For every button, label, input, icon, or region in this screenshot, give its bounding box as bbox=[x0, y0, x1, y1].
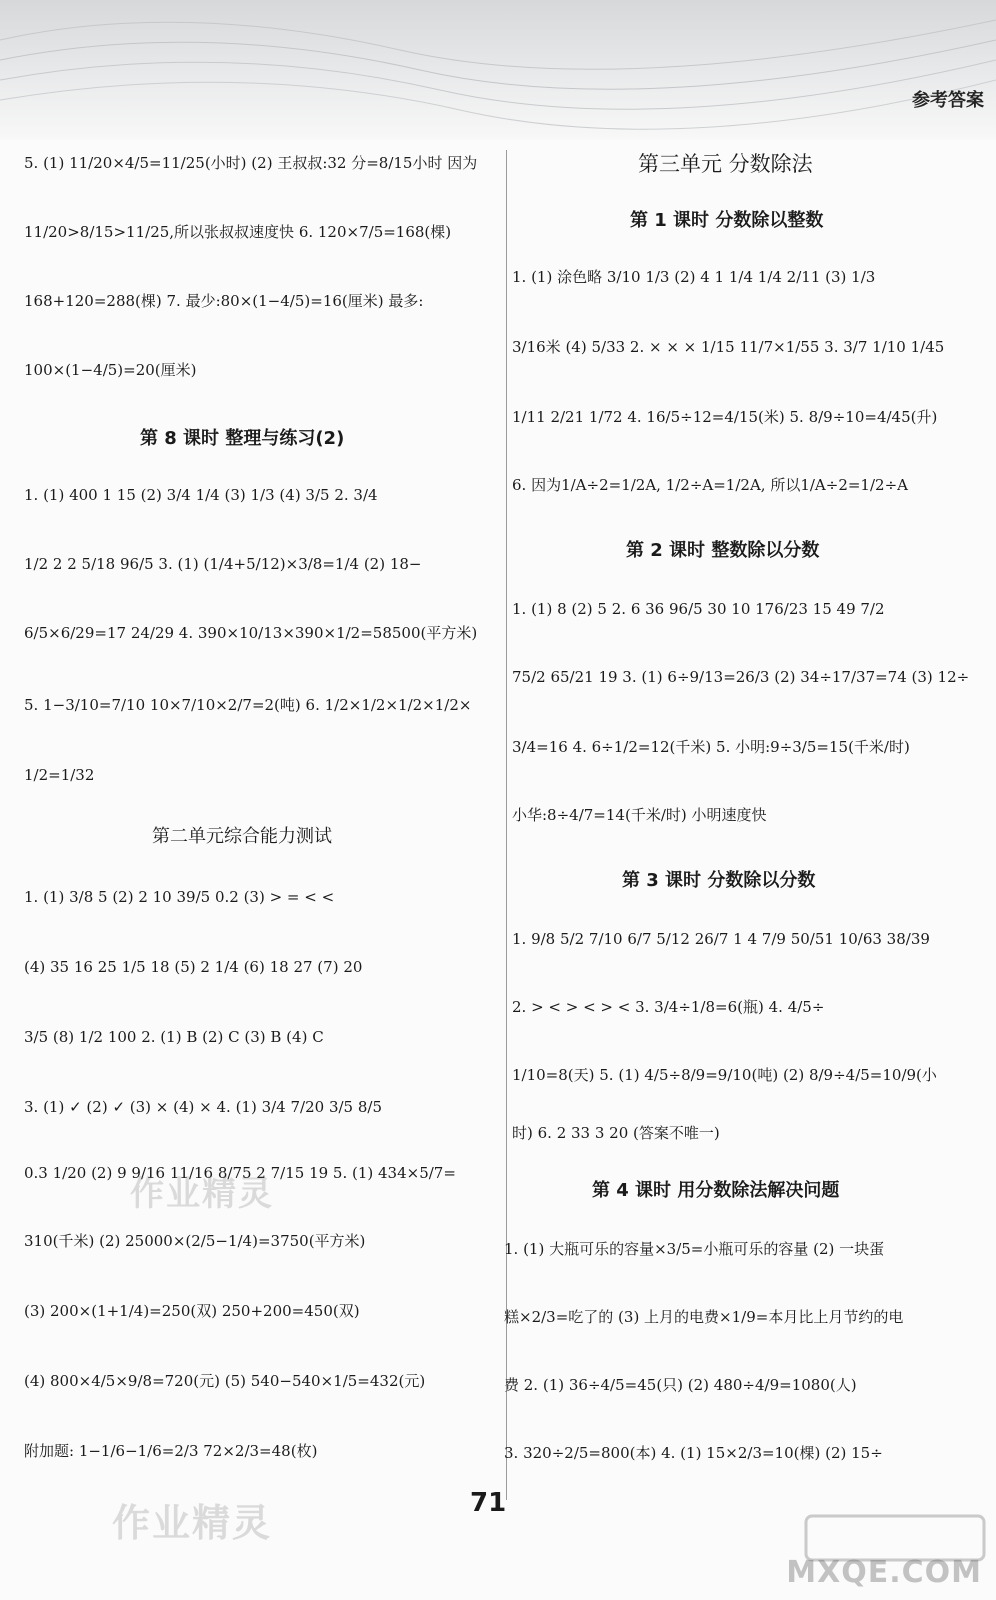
column-divider bbox=[506, 150, 507, 1500]
answer-line: 3. 320÷2/5=800(本) 4. (1) 15×2/3=10(棵) (2) 15÷ bbox=[504, 1444, 883, 1462]
section-heading: 第 2 课时 整数除以分数 bbox=[626, 540, 820, 561]
answer-line: 1. (1) 400 1 15 (2) 3/4 1/4 (3) 1/3 (4) 3/5 2. 3/4 bbox=[24, 486, 378, 504]
header-band bbox=[0, 0, 996, 140]
answer-line: (4) 35 16 25 1/5 18 (5) 2 1/4 (6) 18 27 (7) 20 bbox=[24, 958, 363, 976]
header-label: 参考答案 bbox=[912, 90, 984, 111]
answer-line: 3/4=16 4. 6÷1/2=12(千米) 5. 小明:9÷3/5=15(千米/时) bbox=[512, 738, 910, 756]
answer-line: 3/16米 (4) 5/33 2. × × × 1/15 11/7×1/55 3. 3/7 1/10 1/45 bbox=[512, 338, 945, 356]
answer-line: 75/2 65/21 19 3. (1) 6÷9/13=26/3 (2) 34÷17/37=74 (3) 12÷ bbox=[512, 668, 970, 686]
answer-line: 1. (1) 涂色略 3/10 1/3 (2) 4 1 1/4 1/4 2/11 (3) 1/3 bbox=[512, 268, 876, 286]
answer-line: 时) 6. 2 33 3 20 (答案不唯一) bbox=[512, 1124, 720, 1142]
stamp-text: MXQE.COM bbox=[786, 1555, 982, 1590]
answer-line: 小华:8÷4/7=14(千米/时) 小明速度快 bbox=[512, 806, 767, 824]
page-number: 71 bbox=[470, 1488, 507, 1518]
answer-line: (4) 800×4/5×9/8=720(元) (5) 540−540×1/5=432(元) bbox=[24, 1372, 426, 1390]
unit-title: 第三单元 分数除法 bbox=[638, 152, 813, 176]
answer-line: 3. (1) ✓ (2) ✓ (3) × (4) × 4. (1) 3/4 7/20 3/5 8/5 bbox=[24, 1098, 382, 1116]
section-heading: 第 1 课时 分数除以整数 bbox=[630, 210, 824, 231]
answer-line: 1. 9/8 5/2 7/10 6/7 5/12 26/7 1 4 7/9 50/51 10/63 38/39 bbox=[512, 930, 930, 948]
watermark: 作业精灵 bbox=[112, 1501, 273, 1545]
answer-line: 1/10=8(天) 5. (1) 4/5÷8/9=9/10(吨) (2) 8/9÷4/5=10/9(小 bbox=[512, 1066, 937, 1084]
answer-line: 糕×2/3=吃了的 (3) 上月的电费×1/9=本月比上月节约的电 bbox=[504, 1308, 904, 1326]
answer-line: 0.3 1/20 (2) 9 9/16 11/16 8/75 2 7/15 19 5. (1) 434×5/7= bbox=[24, 1164, 456, 1182]
answer-line: 1/11 2/21 1/72 4. 16/5÷12=4/15(米) 5. 8/9÷10=4/45(升) bbox=[512, 408, 938, 426]
answer-line: 5. (1) 11/20×4/5=11/25(小时) (2) 王叔叔:32 分=8/15小时 因为 bbox=[24, 154, 478, 172]
wave-pattern bbox=[0, 0, 996, 140]
answer-line: (3) 200×(1+1/4)=250(双) 250+200=450(双) bbox=[24, 1302, 360, 1320]
answer-line: 11/20>8/15>11/25,所以张叔叔速度快 6. 120×7/5=168(棵) bbox=[24, 223, 452, 241]
answer-line: 1. (1) 大瓶可乐的容量×3/5=小瓶可乐的容量 (2) 一块蛋 bbox=[504, 1240, 885, 1258]
watermark: 作业精灵 bbox=[130, 1174, 274, 1214]
answer-line: 费 2. (1) 36÷4/5=45(只) (2) 480÷4/9=1080(人) bbox=[504, 1376, 857, 1394]
answer-line: 1/2 2 2 5/18 96/5 3. (1) (1/4+5/12)×3/8=1/4 (2) 18− bbox=[24, 555, 422, 573]
answer-line: 2. > < > < > < 3. 3/4÷1/8=6(瓶) 4. 4/5÷ bbox=[512, 998, 825, 1016]
answer-line: 6/5×6/29=17 24/29 4. 390×10/13×390×1/2=58500(平方米) bbox=[24, 624, 478, 642]
section-heading: 第 4 课时 用分数除法解决问题 bbox=[592, 1180, 840, 1201]
answer-line: 1. (1) 3/8 5 (2) 2 10 39/5 0.2 (3) > = < < bbox=[24, 888, 335, 906]
answer-line: 3/5 (8) 1/2 100 2. (1) B (2) C (3) B (4) C bbox=[24, 1028, 324, 1046]
answer-line: 1. (1) 8 (2) 5 2. 6 36 96/5 30 10 176/23 15 49 7/2 bbox=[512, 600, 885, 618]
section-heading: 第 3 课时 分数除以分数 bbox=[622, 870, 816, 891]
answer-line: 310(千米) (2) 25000×(2/5−1/4)=3750(平方米) bbox=[24, 1232, 366, 1250]
answer-line: 5. 1−3/10=7/10 10×7/10×2/7=2(吨) 6. 1/2×1/2×1/2×1/2× bbox=[24, 696, 472, 714]
section-heading: 第二单元综合能力测试 bbox=[152, 826, 332, 847]
answer-line: 6. 因为1/A÷2=1/2A, 1/2÷A=1/2A, 所以1/A÷2=1/2÷A bbox=[512, 476, 908, 494]
section-heading: 第 8 课时 整理与练习(2) bbox=[140, 428, 345, 449]
answer-line: 100×(1−4/5)=20(厘米) bbox=[24, 361, 197, 379]
answer-line: 168+120=288(棵) 7. 最少:80×(1−4/5)=16(厘米) 最多: bbox=[24, 292, 424, 310]
answer-line: 附加题: 1−1/6−1/6=2/3 72×2/3=48(枚) bbox=[24, 1442, 318, 1460]
answer-line: 1/2=1/32 bbox=[24, 766, 95, 784]
